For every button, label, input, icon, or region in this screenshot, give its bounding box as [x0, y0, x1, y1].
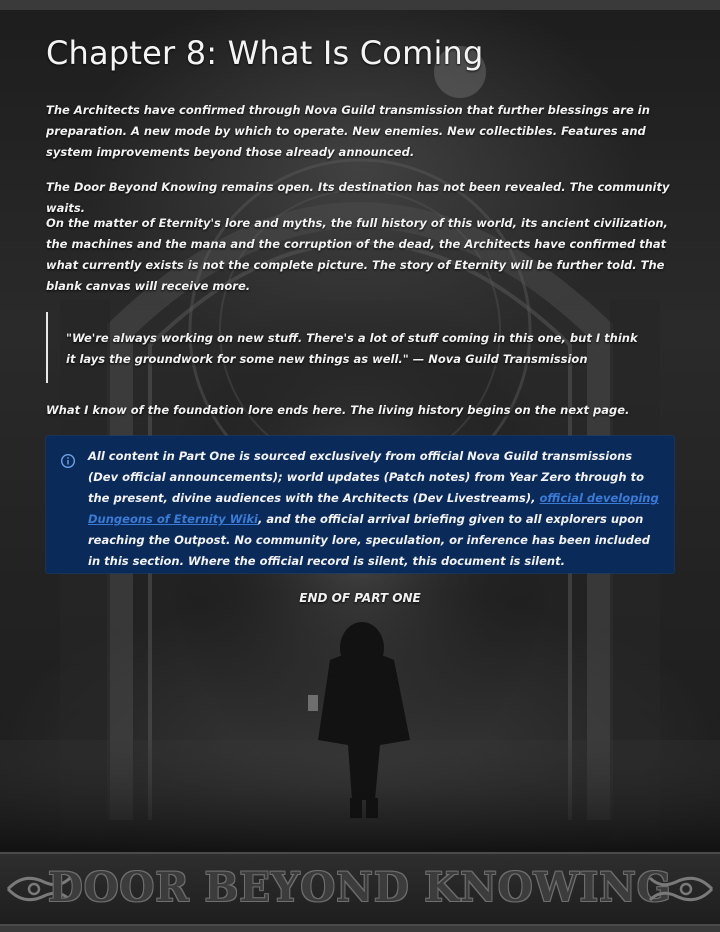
banner-title: DOOR BEYOND KNOWING [48, 864, 672, 911]
end-of-part-label: END OF PART ONE [299, 591, 421, 605]
info-callout [46, 436, 674, 573]
callout-text-after-link: , and the official arrival briefing given to all explorers upon reaching the Outpost. No community lore, speculation, or inference has been included in this section. Where the official record is silent, this document is silent. [88, 512, 651, 568]
title-banner [0, 852, 720, 926]
chapter-title: Chapter 8: What Is Coming [46, 34, 484, 72]
quote-text: "We're always working on new stuff. There's a lot of stuff coming in this one, but I think it lays the groundwork for some new things as well." — Nova Guild Transmission [66, 331, 638, 366]
callout-text-before-link: All content in Part One is sourced exclusively from official Nova Guild transmissions (Dev official announcements); world updates (Patch notes) from Year Zero through to the present, divine audiences with the Architects (Dev Livestreams), [88, 449, 644, 505]
paragraph-lore: On the matter of Eternity's lore and myths, the full history of this world, its ancient civilization, the machines and the mana and the corruption of the dead, the Architects have confirmed that what currently exists is not the complete picture. The story of Eternity will be further told. The blank canvas will receive more. [46, 216, 668, 293]
info-icon [60, 453, 76, 469]
paragraph-closing: What I know of the foundation lore ends here. The living history begins on the next page. [46, 403, 630, 417]
paragraph-blessings: The Architects have confirmed through Nova Guild transmission that further blessings are in preparation. A new mode by which to operate. New enemies. New collectibles. Features and system improvements beyond those already announced. [46, 103, 650, 159]
blockquote [46, 312, 646, 382]
right-ornament-icon [646, 870, 716, 908]
callout-text [88, 446, 664, 572]
top-frame [0, 0, 720, 10]
blockquote-bar [46, 312, 48, 383]
wiki-link[interactable]: official developing Dungeons of Eternity Wiki [88, 491, 659, 526]
paragraph-door: The Door Beyond Knowing remains open. Its destination has not been revealed. The community waits. [46, 180, 670, 215]
